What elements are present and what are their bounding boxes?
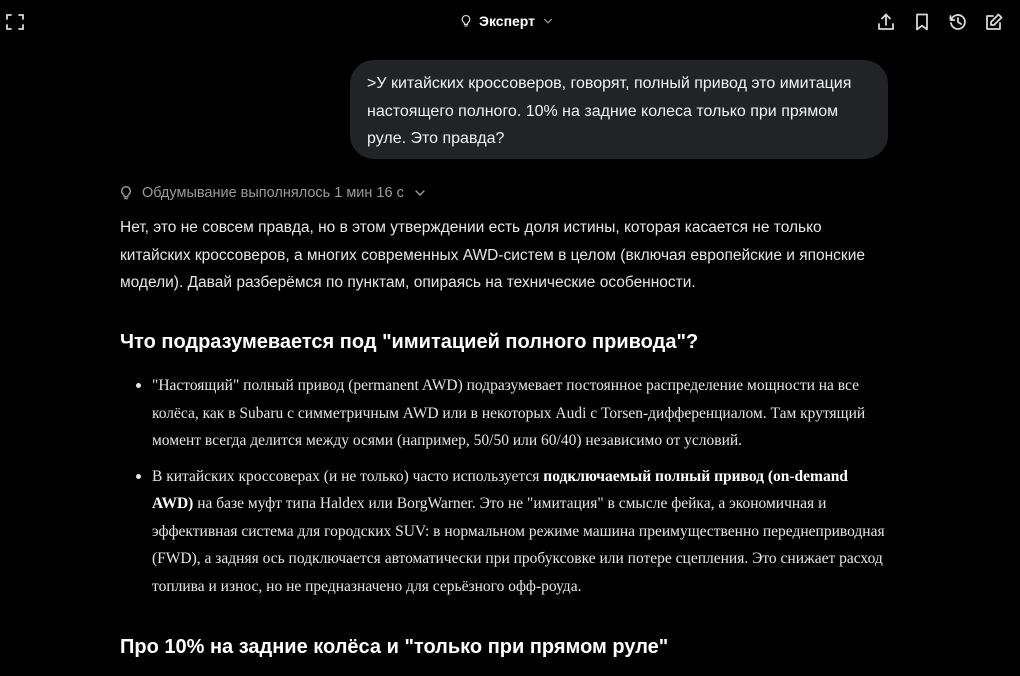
answer-bullet-list [120, 372, 890, 608]
mode-label: Эксперт [479, 13, 536, 29]
lightbulb-icon [459, 14, 473, 28]
list-item [120, 463, 890, 601]
bullet-text-post: на базе муфт типа Haldex или BorgWarner. Это не "имитация" в смысле фейка, а экономичная и эффективная система для городских SUV: в нормальном режиме машина преимущественно переднеприводная (FWD), а задняя ось подключается автоматически при пробуксовке или потере сцепления. Это снижает расход топлива и износ, но не предназначено для серьёзного офф-роуда. [152, 495, 885, 595]
edit-icon[interactable] [983, 11, 1005, 33]
bullet-text-pre: В китайских кроссоверах (и не только) часто используется [152, 467, 544, 485]
top-bar [0, 0, 1020, 42]
mode-selector[interactable] [459, 10, 555, 32]
bullet-dot [136, 474, 141, 479]
expand-icon[interactable] [4, 11, 26, 33]
answer-intro: Нет, это не совсем правда, но в этом утверждении есть доля истины, которая касается не только китайских кроссоверов, а многих современных AWD-систем в целом (включая европейские и японские модели). Давай разберёмся по пунктам, опираясь на технические особенности. [120, 219, 865, 291]
bookmark-icon[interactable] [911, 11, 933, 33]
answer-heading-rear-wheels: Про 10% на задние колёса и "только при прямом руле" [120, 636, 669, 658]
chevron-down-icon [541, 14, 555, 28]
lightbulb-icon [118, 185, 134, 201]
history-icon[interactable] [947, 11, 969, 33]
assistant-answer [120, 214, 890, 297]
chevron-down-icon [412, 185, 428, 201]
user-message-bubble [350, 60, 888, 159]
answer-heading-imitation: Что подразумевается под "имитацией полного привода"? [120, 331, 699, 353]
thinking-toggle[interactable] [118, 182, 428, 204]
bullet-bold-term: подключаемый полный привод (on-demand AWD) [152, 467, 848, 512]
thinking-label: Обдумывание выполнялось 1 мин 16 с [142, 185, 404, 201]
user-message-text: >У китайских кроссоверов, говорят, полный привод это имитация настоящего полного. 10% на задние колеса только при прямом руле. Это правда? [367, 75, 852, 147]
share-icon[interactable] [875, 11, 897, 33]
bullet-dot [136, 383, 141, 388]
list-item [120, 372, 890, 455]
bullet-text: "Настоящий" полный привод (permanent AWD) подразумевает постоянное распределение мощности на все колёса, как в Subaru с симметричным AWD или в некоторых Audi с Torsen-дифференциалом. Там крутящий момент всегда делится между осями (например, 50/50 или 60/40) независимо от условий. [152, 377, 866, 449]
